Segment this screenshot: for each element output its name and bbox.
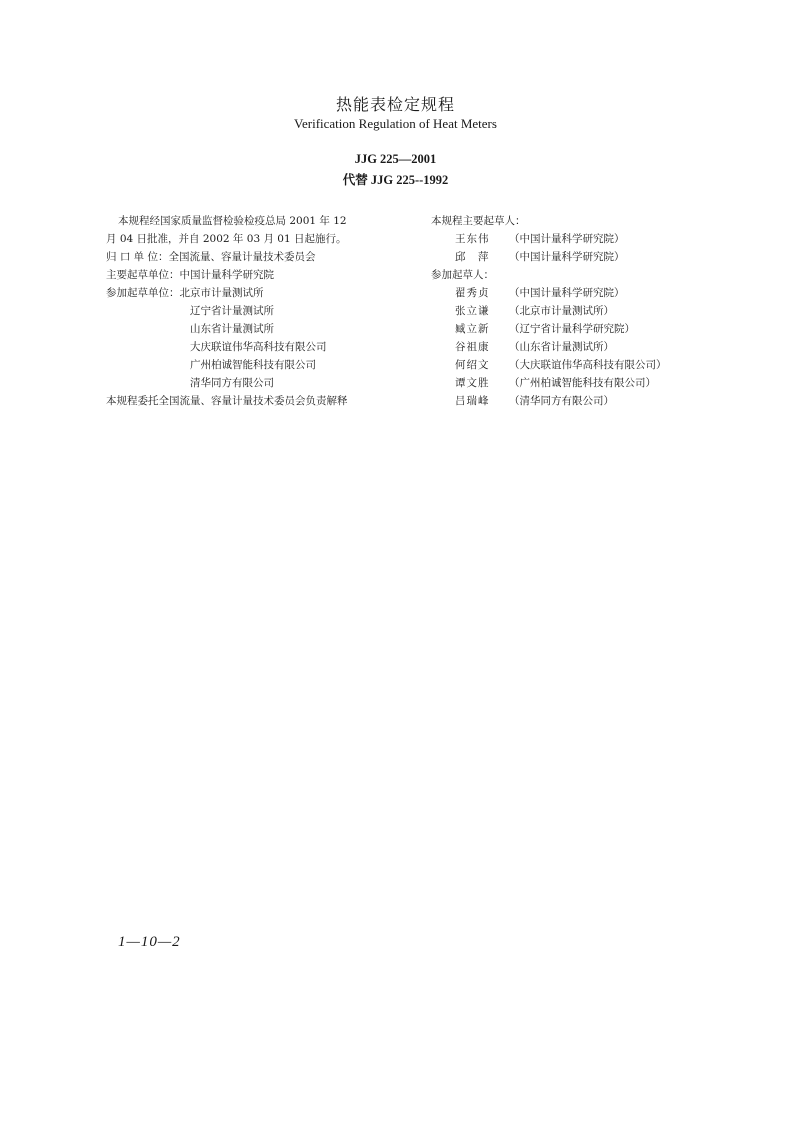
regulation-code: JJG 225—2001 [354,152,437,166]
approval-line-2: 月 04 日批准，并自 2002 年 03 月 01 日起施行。 [106,233,347,245]
participating-unit: 大庆联谊伟华高科技有限公司 [190,341,327,353]
main-drafter-unit-value: 中国计量科学研究院 [179,269,274,281]
participant-org: （广州柏诚智能科技有限公司） [509,377,656,389]
approval-line-1: 本规程经国家质量监督检验检疫总局 2001 年 12 [118,215,347,227]
title-chinese: 热能表检定规程 [335,95,455,114]
custodian-row [106,248,406,266]
drafter-org: （中国计量科学研究院） [509,233,625,245]
participant-name: 何绍文 [455,359,490,371]
participant-row [431,320,731,338]
drafter-row [431,230,731,248]
title-english: Verification Regulation of Heat Meters [294,116,497,131]
participating-unit: 山东省计量测试所 [190,323,274,335]
main-drafter-unit-row [106,266,406,284]
participants-label: 参加起草人： [431,269,494,281]
drafter-name: 王东伟 [455,233,490,245]
participant-org: （北京市计量测试所） [509,305,614,317]
custodian-value: 全国流量、容量计量技术委员会 [168,251,316,263]
participant-org: （中国计量科学研究院） [509,287,625,299]
participant-row [431,392,731,410]
interpretation-note: 本规程委托全国流量、容量计量技术委员会负责解释 [106,395,348,407]
participating-unit: 北京市计量测试所 [179,287,264,299]
replaces-code: 代替 JJG 225--1992 [342,173,449,187]
participating-unit: 辽宁省计量测试所 [190,305,274,317]
participant-row [431,302,731,320]
participant-row [431,374,731,392]
participant-org: （山东省计量测试所） [509,341,614,353]
main-drafter-unit-label: 主要起草单位： [106,269,180,281]
drafters-column [431,212,731,410]
participant-name: 吕瑞峰 [455,395,490,407]
approval-info-column [106,212,406,410]
participating-units-row [106,284,406,302]
participant-name: 谭文胜 [455,377,490,389]
participating-units-label: 参加起草单位： [106,287,180,299]
custodian-label: 归 口 单 位： [106,251,169,263]
participating-units-list [106,302,406,392]
participant-org: （大庆联谊伟华高科技有限公司） [509,359,667,371]
participant-name: 翟秀贞 [455,287,490,299]
participant-row [431,338,731,356]
participant-name: 臧立新 [455,323,490,335]
participant-name: 谷祖康 [455,341,490,353]
participant-row [431,284,731,302]
participating-unit: 清华同方有限公司 [190,377,274,389]
page-number: 1—10—2 [118,934,181,950]
drafter-org: （中国计量科学研究院） [509,251,625,263]
participant-org: （辽宁省计量科学研究院） [509,323,635,335]
drafter-name: 邱 萍 [455,251,490,263]
main-drafters-label: 本规程主要起草人： [431,215,526,227]
participant-org: （清华同方有限公司） [509,395,614,407]
participant-name: 张立谦 [455,305,490,317]
drafter-row [431,248,731,266]
participating-unit: 广州柏诚智能科技有限公司 [190,359,316,371]
participant-row [431,356,731,374]
